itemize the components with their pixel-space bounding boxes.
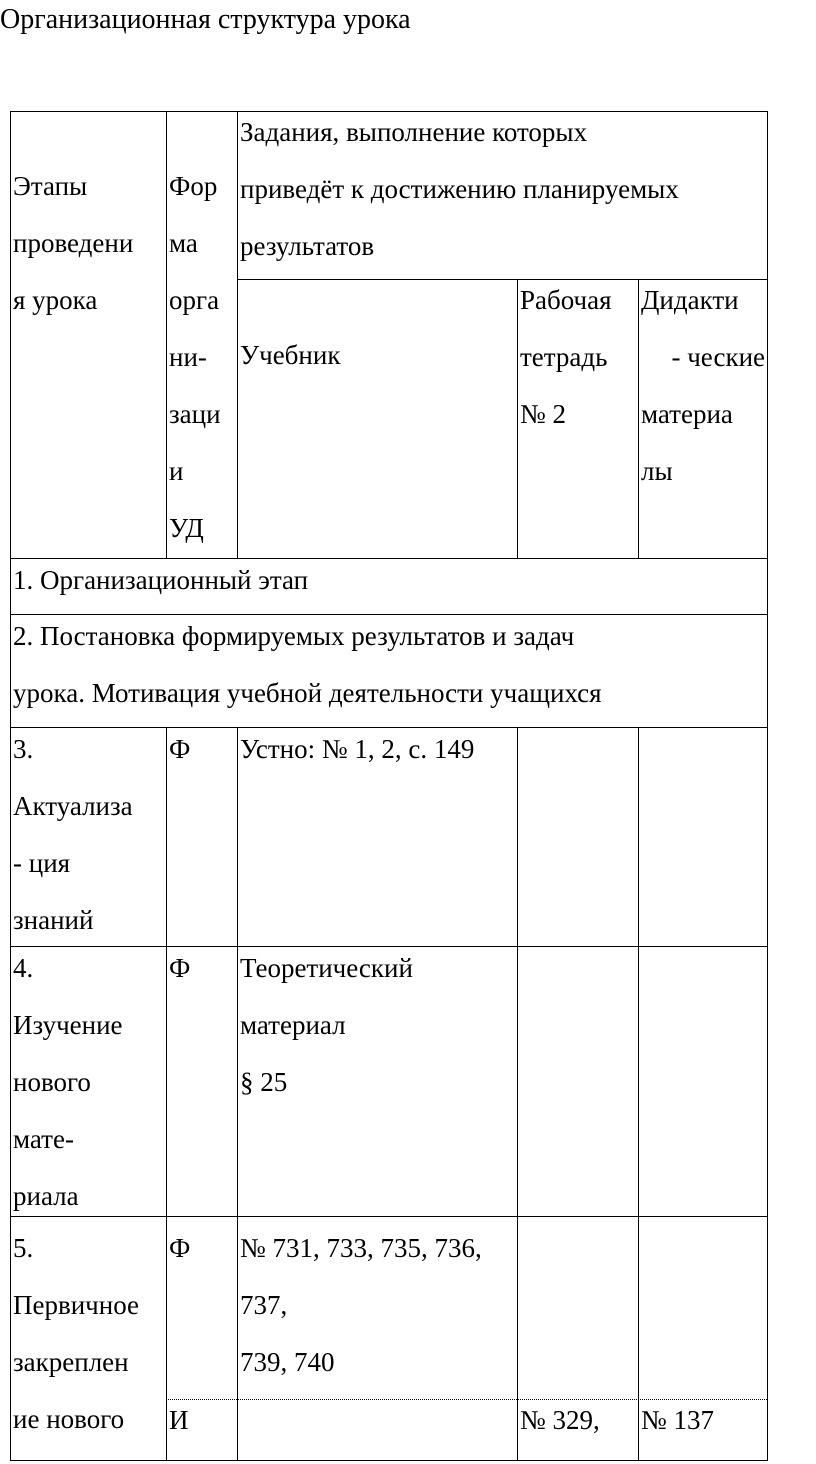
row4-form-cell: Ф	[169, 953, 191, 983]
header-form-cell	[167, 158, 237, 557]
row3-stage-line: 3.	[13, 734, 34, 764]
row3-stage-split-line	[13, 835, 164, 892]
header-tasks-line3: результатов	[240, 231, 375, 261]
header-stage-line: проведени	[13, 228, 134, 258]
row-word: и	[492, 621, 507, 651]
header-stage-line: я урока	[13, 285, 98, 315]
row5b-didactic-cell: № 137	[641, 1405, 715, 1435]
header-form-line: заци	[169, 399, 221, 429]
row4-stage-cell	[11, 940, 166, 1225]
row3-textbook-cell: Устно: № 1, 2, с. 149	[240, 734, 475, 764]
row5-stage-line: 5.	[13, 1233, 34, 1263]
row-word: 2.	[13, 621, 34, 651]
header-didactic-line: - ческие	[671, 342, 765, 372]
row4-stage-line: мате-	[13, 1124, 74, 1154]
header-form-line: ма	[169, 228, 198, 258]
row4-stage-line: 4.	[13, 953, 34, 983]
header-workbook-line: тетрадь	[520, 342, 608, 372]
row5-textbook-line: № 731, 733, 735, 736,	[240, 1233, 482, 1263]
row5-stage-word: нового	[46, 1404, 125, 1434]
header-didactic-line: материа	[641, 399, 733, 429]
row5-stage-word: ие	[13, 1404, 40, 1434]
row3-stage-line: знаний	[13, 905, 94, 935]
header-form-line: УД	[169, 513, 204, 543]
header-tasks-word: выполнение	[346, 117, 486, 147]
header-workbook-line: Рабочая	[520, 285, 612, 315]
row5b-form-cell: И	[169, 1405, 189, 1435]
header-tasks-word: Задания,	[240, 117, 340, 147]
header-workbook-cell	[518, 272, 638, 443]
row5-form-cell: Ф	[169, 1233, 191, 1263]
header-form-line: ни-	[169, 342, 207, 372]
row3-stage-cell	[11, 721, 166, 949]
row-word: Постановка	[40, 621, 176, 651]
row4-stage-line: риала	[13, 1181, 79, 1211]
row4-textbook-line: Теоретический	[240, 953, 413, 983]
header-form-line: Фор	[169, 171, 218, 201]
row-word: задач	[513, 621, 575, 651]
row4-stage-line: Изучение	[13, 1010, 123, 1040]
header-form-line: и	[169, 456, 184, 486]
row5b-workbook-cell: № 329,	[520, 1405, 600, 1435]
row5-stage-cell	[11, 1220, 166, 1448]
header-didactic-cell	[639, 272, 767, 500]
header-stage-cell	[11, 158, 166, 329]
row5-stage-line: закреплен	[13, 1347, 129, 1377]
row5-textbook-line: 737,	[240, 1290, 288, 1320]
header-tasks-line1	[240, 104, 765, 161]
header-didactic-line: Дидакти	[641, 285, 739, 315]
row-goal-setting-stage	[11, 608, 767, 722]
row4-textbook-cell	[238, 940, 517, 1111]
row3-stage-word: ция	[28, 848, 71, 878]
row-goal-setting-line1	[13, 608, 765, 665]
header-tasks-line2: приведёт к достижению планируемых	[240, 174, 679, 204]
row5-textbook-line: 739, 740	[240, 1347, 335, 1377]
row4-textbook-line: § 25	[240, 1067, 288, 1097]
row-organizational-stage: 1. Организационный этап	[13, 565, 309, 595]
row3-stage-word: -	[13, 848, 22, 878]
header-tasks-cell	[238, 104, 767, 275]
header-stage-line: Этапы	[13, 171, 88, 201]
row4-textbook-line: материал	[240, 1010, 346, 1040]
row4-stage-line: нового	[13, 1067, 91, 1097]
row-word: результатов	[351, 621, 486, 651]
row-goal-setting-line2: урока. Мотивация учебной деятельности учащихся	[13, 678, 602, 708]
row-word: формируемых	[181, 621, 345, 651]
row3-stage-line: Актуализа	[13, 791, 133, 821]
header-tasks-word: которых	[492, 117, 588, 147]
row5-textbook-cell	[238, 1220, 517, 1391]
row3-form-cell: Ф	[169, 734, 191, 764]
header-didactic-line: лы	[641, 456, 673, 486]
row5-stage-line: Первичное	[13, 1290, 140, 1320]
row5-stage-split-line	[13, 1391, 164, 1448]
header-workbook-line: № 2	[520, 399, 567, 429]
header-form-line: орга	[169, 285, 220, 315]
page-title: Организационная структура урока	[0, 4, 411, 35]
header-textbook-cell: Учебник	[240, 340, 341, 370]
